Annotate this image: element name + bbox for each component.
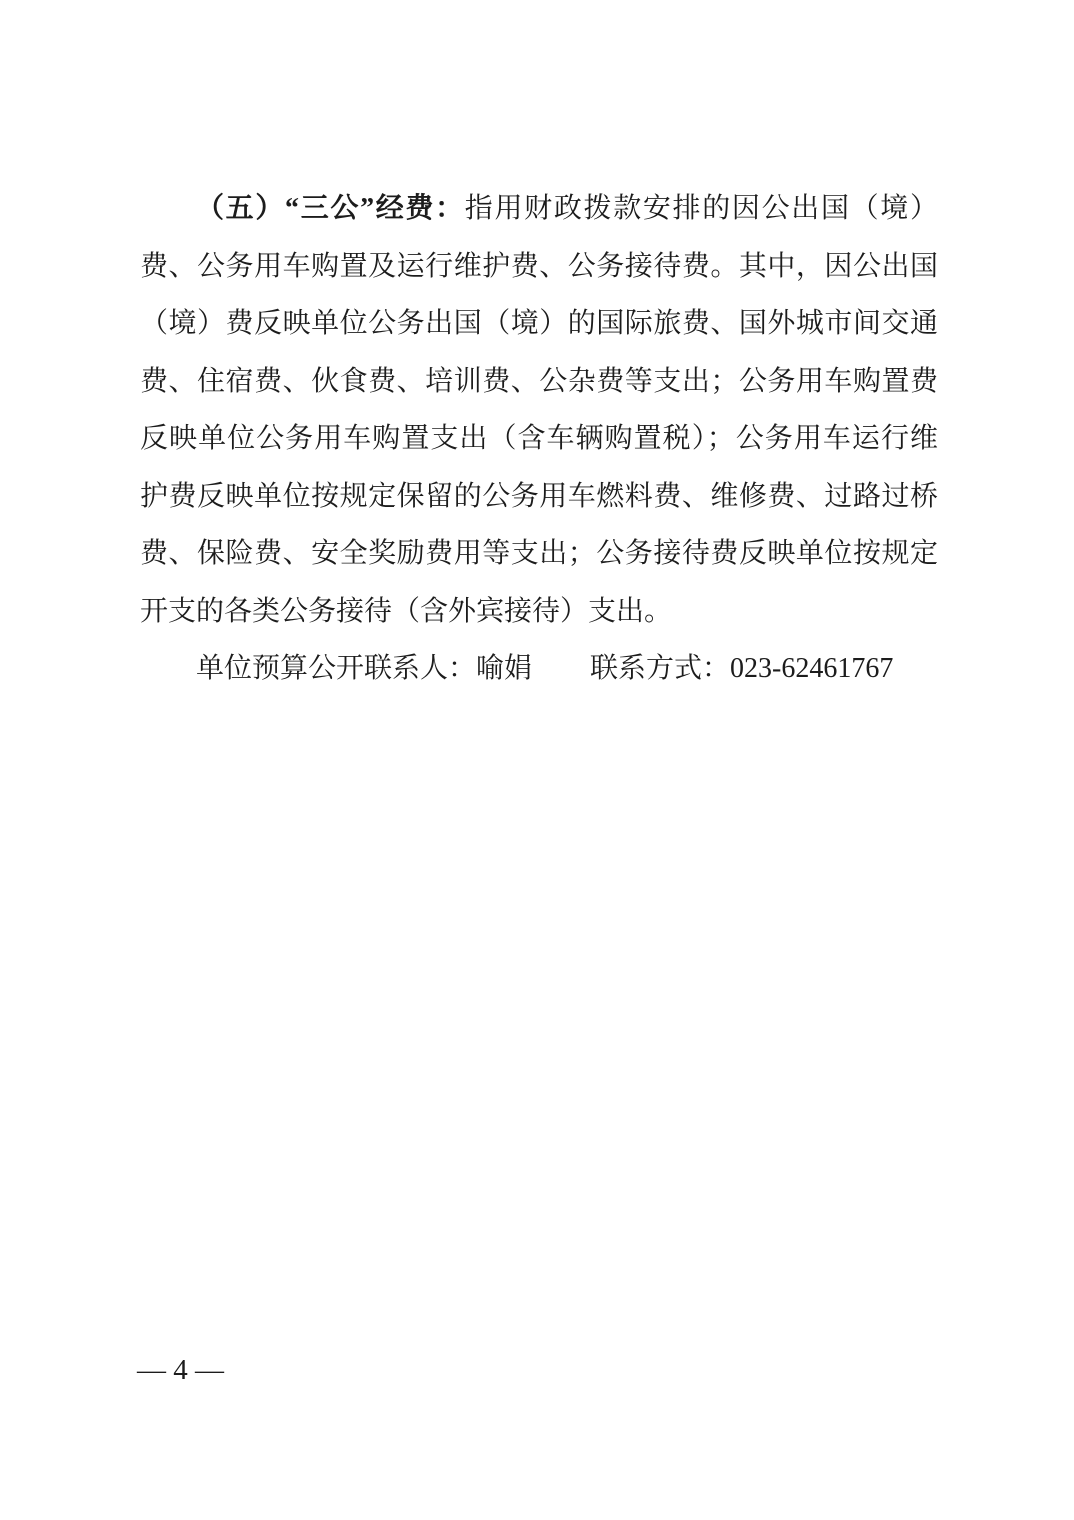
paragraph-line: 开支的各类公务接待（含外宾接待）支出。 — [140, 595, 673, 627]
page-number: — 4 — — [137, 1354, 224, 1386]
paragraph-line: 费、公务用车购置及运行维护费、公务接待费。其中，因公出国 — [140, 250, 938, 282]
contact-person-name: 喻娟 — [476, 653, 533, 684]
paragraph-line-text: 指用财政拨款安排的因公出国（境） — [464, 193, 938, 224]
section-heading-inline: （五）“三公”经费： — [196, 193, 465, 224]
contact-phone-number: 023-62461767 — [730, 653, 894, 684]
contact-person-label: 单位预算公开联系人： — [196, 653, 477, 684]
paragraph-line: 费、住宿费、伙食费、培训费、公杂费等支出；公务用车购置费 — [140, 365, 938, 397]
paragraph-line — [140, 180, 938, 238]
body-text-block — [140, 180, 938, 698]
paragraph-line: 费、保险费、安全奖励费用等支出；公务接待费反映单位按规定 — [140, 538, 938, 569]
paragraph-line: 反映单位公务用车购置支出（含车辆购置税）；公务用车运行维 — [140, 423, 938, 454]
paragraph-line: （境）费反映单位公务出国（境）的国际旅费、国外城市间交通 — [140, 308, 938, 339]
paragraph-line: 护费反映单位按规定保留的公务用车燃料费、维修费、过路过桥 — [140, 480, 938, 512]
contact-line — [140, 640, 938, 698]
contact-method-label: 联系方式： — [590, 653, 731, 684]
